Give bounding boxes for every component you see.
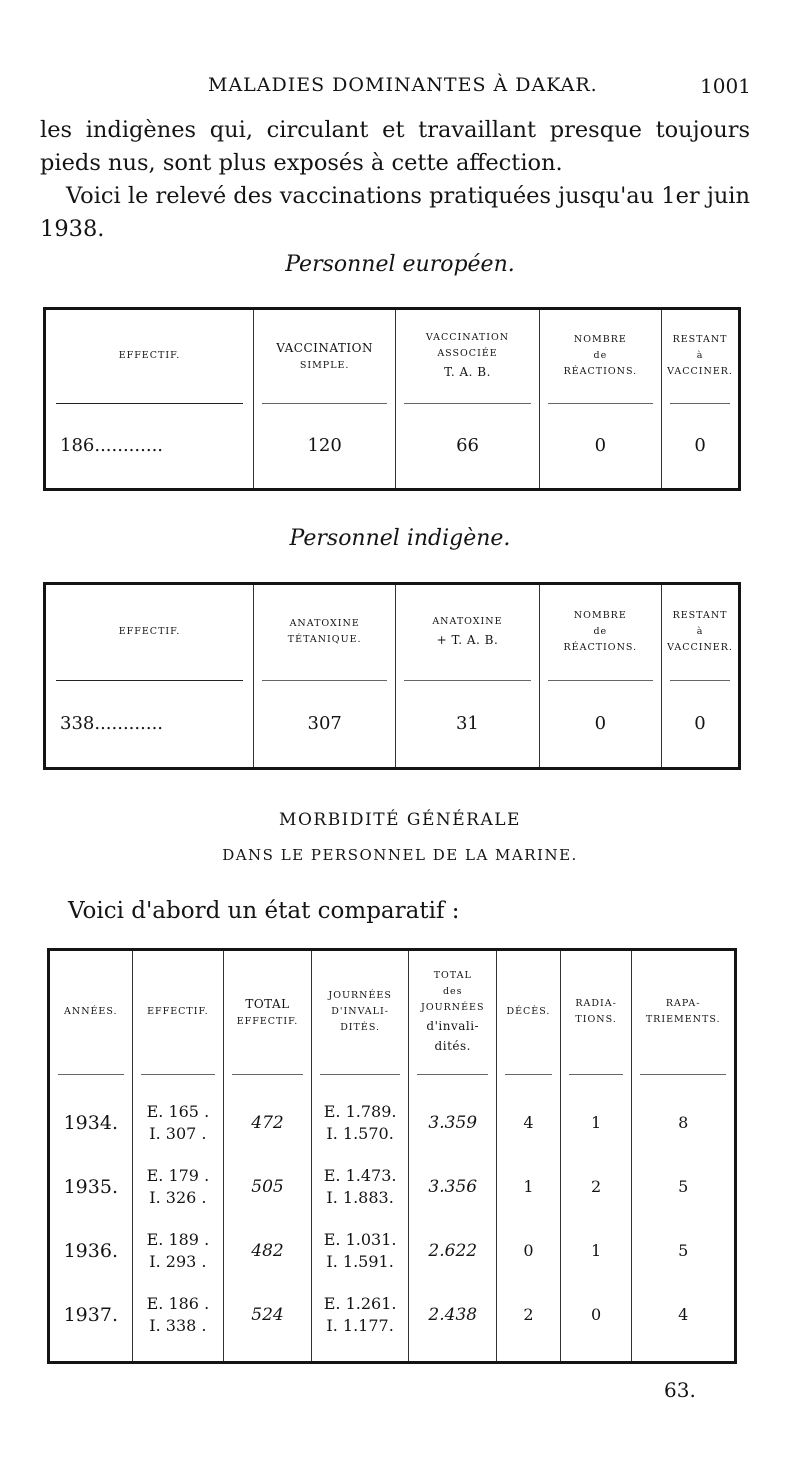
cell-effectif: E. 165 . I. 307 . bbox=[132, 1091, 224, 1155]
table-header-row bbox=[49, 950, 736, 1074]
cell-total-effectif: 482 bbox=[224, 1219, 312, 1283]
header-journees-invalidites: JOURNÉES D'INVALI- DITÉS. bbox=[311, 950, 409, 1074]
table-header-row bbox=[45, 584, 740, 680]
header-deces: DÉCÈS. bbox=[497, 950, 561, 1074]
section-title-line1: MORBIDITÉ GÉNÉRALE bbox=[279, 810, 521, 830]
running-title: MALADIES DOMINANTES À DAKAR. bbox=[208, 74, 598, 96]
cell-deces: 4 bbox=[497, 1091, 561, 1155]
cell-year: 1934. bbox=[63, 1111, 118, 1134]
paragraph-vaccinations: Voici le relevé des vaccinations pratiquées jusqu'au 1er juin 1938. bbox=[40, 183, 750, 242]
footer-signature-number: 63. bbox=[664, 1378, 696, 1402]
cell-year: 1937. bbox=[63, 1303, 118, 1326]
header-restant-vacciner: RESTANT à VACCINER. bbox=[662, 309, 740, 403]
cell-radiations: 2 bbox=[560, 1155, 632, 1219]
cell-deces: 1 bbox=[497, 1155, 561, 1219]
header-anatoxine-tetanique: ANATOXINE TÉTANIQUE. bbox=[254, 584, 396, 680]
header-effectif: EFFECTIF. bbox=[132, 950, 224, 1074]
cell-effectif: E. 179 . I. 326 . bbox=[132, 1155, 224, 1219]
cell-rapatriements: 5 bbox=[632, 1219, 736, 1283]
header-effectif: EFFECTIF. bbox=[118, 626, 181, 638]
cell-total-journees: 2.438 bbox=[409, 1283, 497, 1347]
cell-vaccination-simple: 120 bbox=[253, 404, 395, 490]
indigenous-vaccination-table bbox=[43, 582, 741, 770]
cell-journees: E. 1.261. I. 1.177. bbox=[311, 1283, 409, 1347]
cell-rapatriements: 4 bbox=[632, 1283, 736, 1347]
page-number: 1001 bbox=[700, 74, 751, 98]
header-radiations: RADIA- TIONS. bbox=[560, 950, 632, 1074]
indigenous-heading: Personnel indigène. bbox=[289, 526, 511, 551]
cell-total-journees: 3.356 bbox=[409, 1155, 497, 1219]
header-total-journees: TOTAL des JOURNÉES d'invali- dités. bbox=[409, 950, 497, 1074]
header-vaccination-simple: VACCINATION SIMPLE. bbox=[253, 309, 395, 403]
cell-total-journees: 2.622 bbox=[409, 1219, 497, 1283]
section-title-line2: DANS LE PERSONNEL DE LA MARINE. bbox=[222, 846, 578, 864]
cell-radiations: 0 bbox=[560, 1283, 632, 1347]
cell-year: 1936. bbox=[63, 1239, 118, 1262]
european-heading: Personnel européen. bbox=[285, 252, 515, 277]
cell-rapatriements: 8 bbox=[632, 1091, 736, 1155]
header-rapatriements: RAPA- TRIEMENTS. bbox=[632, 950, 736, 1074]
cell-total-effectif: 524 bbox=[224, 1283, 312, 1347]
header-annees: ANNÉES. bbox=[64, 1006, 118, 1018]
cell-anatoxine-tetanique: 307 bbox=[254, 681, 396, 769]
cell-year: 1935. bbox=[63, 1175, 118, 1198]
header-anatoxine-tab: ANATOXINE + T. A. B. bbox=[396, 584, 539, 680]
cell-total-effectif: 505 bbox=[224, 1155, 312, 1219]
cell-reactions: 0 bbox=[539, 681, 662, 769]
cell-radiations: 1 bbox=[560, 1219, 632, 1283]
cell-radiations: 1 bbox=[560, 1091, 632, 1155]
cell-restant: 0 bbox=[662, 404, 740, 490]
cell-total-journees: 3.359 bbox=[409, 1091, 497, 1155]
header-vaccination-associee: VACCINATION ASSOCIÉE T. A. B. bbox=[396, 309, 539, 403]
cell-rapatriements: 5 bbox=[632, 1155, 736, 1219]
cell-effectif: E. 186 . I. 338 . bbox=[132, 1283, 224, 1347]
cell-reactions: 0 bbox=[539, 404, 661, 490]
table-row bbox=[45, 404, 740, 490]
morbidity-table bbox=[47, 948, 737, 1364]
table-row bbox=[45, 681, 740, 769]
intro-sentence: Voici d'abord un état comparatif : bbox=[68, 898, 460, 924]
cell-vaccination-associee: 66 bbox=[396, 404, 539, 490]
header-restant-vacciner: RESTANT à VACCINER. bbox=[662, 584, 740, 680]
cell-journees: E. 1.789. I. 1.570. bbox=[311, 1091, 409, 1155]
header-nombre-reactions: NOMBRE de RÉACTIONS. bbox=[539, 309, 661, 403]
cell-effectif: E. 189 . I. 293 . bbox=[132, 1219, 224, 1283]
cell-restant: 0 bbox=[662, 681, 740, 769]
cell-journees: E. 1.031. I. 1.591. bbox=[311, 1219, 409, 1283]
cell-effectif: 186............ bbox=[60, 435, 164, 457]
cell-anatoxine-tab: 31 bbox=[396, 681, 539, 769]
cell-journees: E. 1.473. I. 1.883. bbox=[311, 1155, 409, 1219]
cell-deces: 0 bbox=[497, 1219, 561, 1283]
cell-effectif: 338............ bbox=[60, 713, 164, 735]
table-row bbox=[49, 1091, 736, 1155]
paragraph-continuation: les indigènes qui, circulant et travaillant presque toujours pieds nus, sont plus exposés à cette affection. bbox=[40, 117, 750, 176]
european-vaccination-table bbox=[43, 307, 741, 491]
table-row bbox=[49, 1155, 736, 1219]
cell-total-effectif: 472 bbox=[224, 1091, 312, 1155]
header-total-effectif: TOTAL EFFECTIF. bbox=[224, 950, 312, 1074]
table-header-row bbox=[45, 309, 740, 403]
header-effectif: EFFECTIF. bbox=[118, 350, 181, 362]
table-row bbox=[49, 1283, 736, 1347]
header-nombre-reactions: NOMBRE de RÉACTIONS. bbox=[539, 584, 662, 680]
table-row bbox=[49, 1219, 736, 1283]
running-head bbox=[0, 66, 800, 106]
cell-deces: 2 bbox=[497, 1283, 561, 1347]
